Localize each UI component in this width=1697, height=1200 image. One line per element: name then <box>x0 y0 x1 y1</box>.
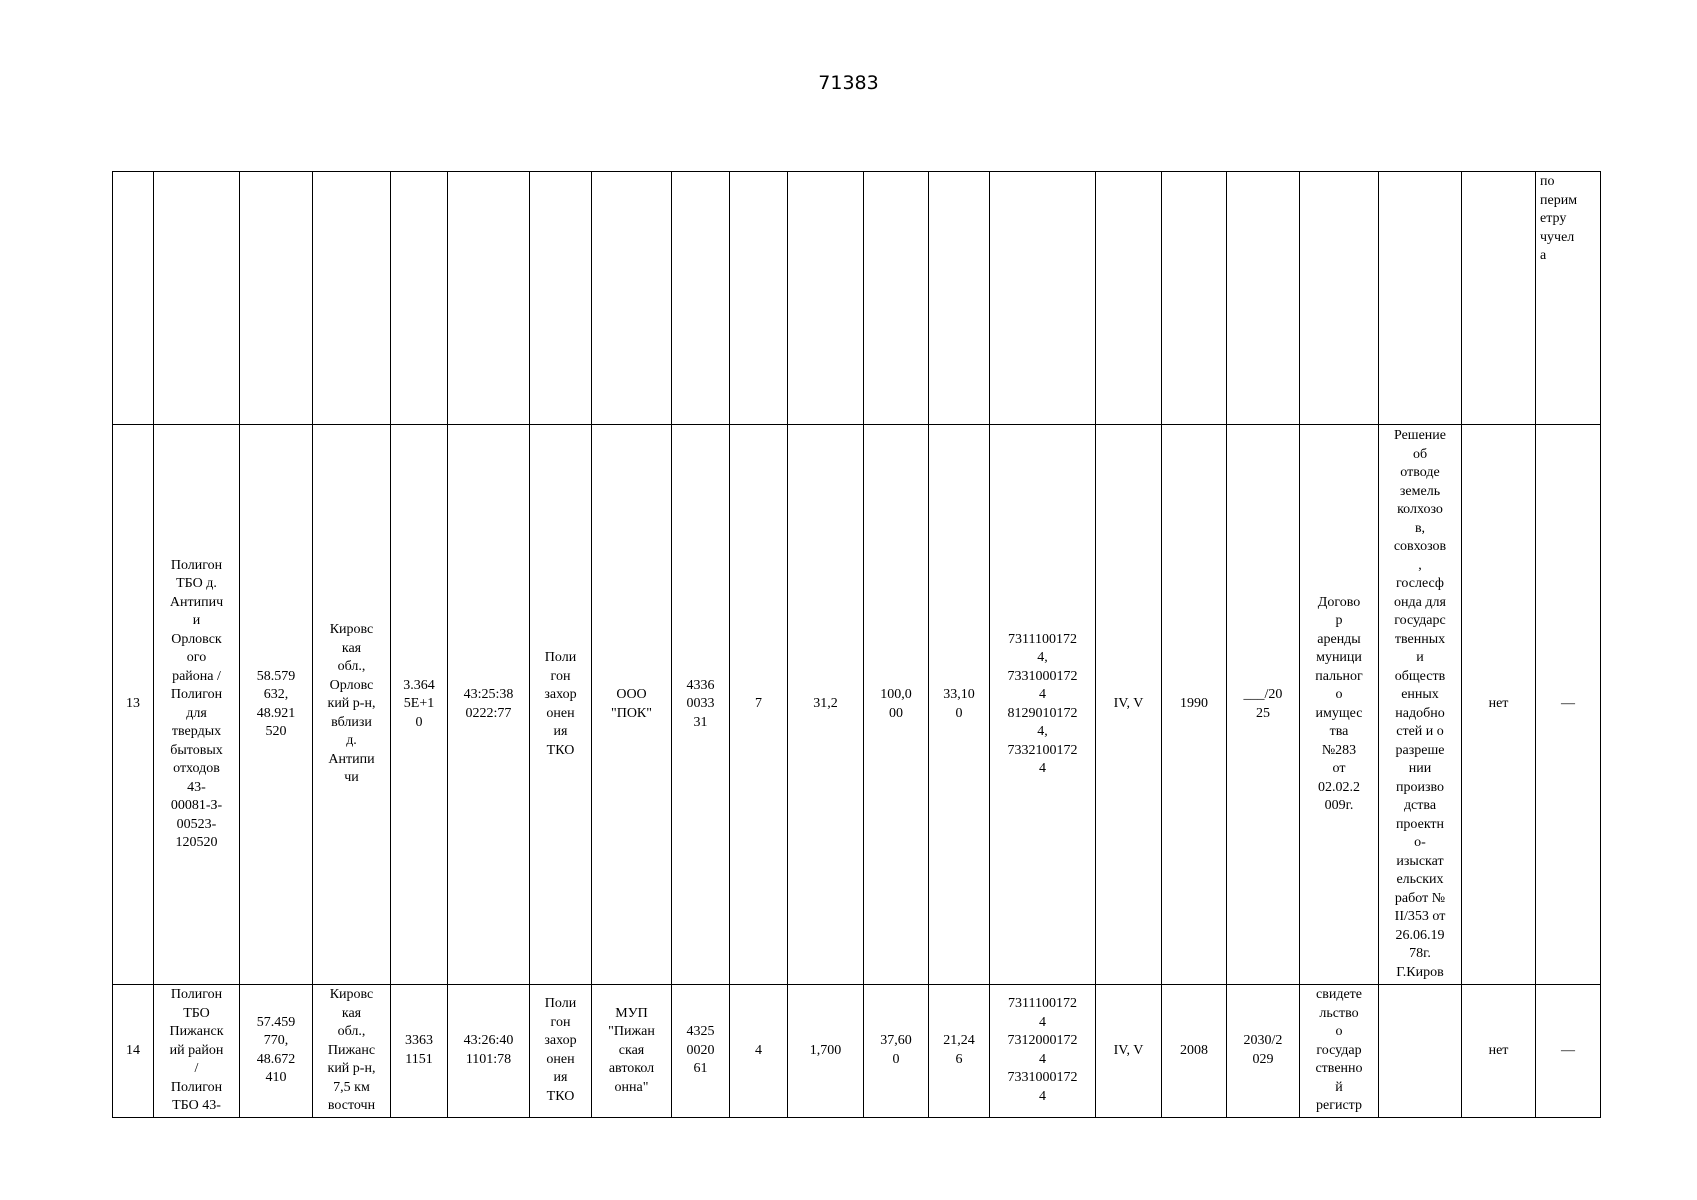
cell-note <box>1536 985 1601 1118</box>
cell-text: 4 <box>755 1042 762 1058</box>
cell-land-document <box>1300 985 1379 1118</box>
cell-text: 37,60 0 <box>880 1033 912 1067</box>
cell-decision-document <box>1379 985 1462 1118</box>
cell-text: ___/20 25 <box>1243 687 1283 721</box>
cell-hazard-class <box>1096 425 1162 985</box>
cell-value-d <box>929 425 990 985</box>
cell-text: Кировс кая обл., Орловс кий р-н, вблизи д. Антипи чи <box>327 622 376 786</box>
cell-start-year <box>1162 172 1227 425</box>
cell-coordinates <box>240 425 313 985</box>
cell-text: 2030/2 029 <box>1243 1033 1283 1067</box>
cell-text: 21,24 6 <box>943 1033 975 1067</box>
cell-text: 43:25:38 0222:77 <box>463 687 514 721</box>
cell-oktmo <box>391 425 448 985</box>
cell-inn <box>672 425 730 985</box>
cell-text: 7311100172 4 7312000172 4 7331000172 4 <box>1007 996 1078 1104</box>
cell-text: Поли гон захор онен ия ТКО <box>544 650 577 758</box>
cell-coordinates <box>240 985 313 1118</box>
cell-start-year <box>1162 425 1227 985</box>
cell-note <box>1536 172 1601 425</box>
cell-value-c <box>864 172 929 425</box>
cell-start-year <box>1162 985 1227 1118</box>
cell-flag <box>1462 985 1536 1118</box>
cell-decision-document <box>1379 172 1462 425</box>
cell-value-d <box>929 985 990 1118</box>
cell-fkko-codes <box>990 985 1096 1118</box>
cell-text: Догово р аренды муници пальног о имущес тва №283 от 02.02.2 009г. <box>1315 594 1363 813</box>
cell-value-b <box>788 985 864 1118</box>
cell-text: 2008 <box>1180 1042 1208 1058</box>
table-row <box>113 172 1601 425</box>
cell-text: — <box>1561 1042 1575 1058</box>
table-row <box>113 985 1601 1118</box>
cell-text: Кировс кая обл., Пижанс кий р-н, 7,5 км восточн <box>327 987 376 1113</box>
cell-note <box>1536 425 1601 985</box>
cell-value-a <box>730 172 788 425</box>
cell-text: 3.364 5E+1 0 <box>403 677 435 730</box>
cell-text: 13 <box>126 696 140 712</box>
table-row <box>113 425 1601 985</box>
cell-object-type <box>530 425 592 985</box>
page-number: 71383 <box>818 72 879 94</box>
cell-end-year <box>1227 425 1300 985</box>
cell-flag <box>1462 425 1536 985</box>
cell-decision-document <box>1379 425 1462 985</box>
cell-object-name <box>154 985 240 1118</box>
cell-text: 58.579 632, 48.921 520 <box>256 668 296 739</box>
cell-number <box>113 172 154 425</box>
cell-address <box>313 425 391 985</box>
cell-inn <box>672 985 730 1118</box>
cell-text: ООО "ПОК" <box>611 687 652 721</box>
cell-text: 100,0 00 <box>880 687 912 721</box>
cell-end-year <box>1227 172 1300 425</box>
cell-text: 1,700 <box>809 1042 842 1058</box>
cell-text: 33,10 0 <box>943 687 975 721</box>
cell-land-document <box>1300 172 1379 425</box>
cell-object-name <box>154 425 240 985</box>
cell-operator <box>592 985 672 1118</box>
cell-object-type <box>530 985 592 1118</box>
cell-object-name <box>154 172 240 425</box>
cell-text: — <box>1561 696 1575 712</box>
cell-text: 31,2 <box>813 696 838 712</box>
cell-value-a <box>730 985 788 1118</box>
cell-inn <box>672 172 730 425</box>
cell-text: 4336 0033 31 <box>686 677 715 730</box>
cell-value-a <box>730 425 788 985</box>
cell-value-c <box>864 425 929 985</box>
cell-text: нет <box>1488 1042 1509 1058</box>
cell-fkko-codes <box>990 172 1096 425</box>
cell-text: МУП "Пижан ская автокол онна" <box>608 1005 655 1095</box>
cell-text: 7 <box>755 696 762 712</box>
cell-oktmo <box>391 985 448 1118</box>
cell-text: нет <box>1488 696 1509 712</box>
cell-land-document <box>1300 425 1379 985</box>
cell-cadastral-number <box>448 172 530 425</box>
cell-oktmo <box>391 172 448 425</box>
cell-text: свидете льство о государ ственно й регистр <box>1315 987 1363 1113</box>
cell-flag <box>1462 172 1536 425</box>
cell-text: 1990 <box>1180 696 1208 712</box>
cell-value-c <box>864 985 929 1118</box>
cell-operator <box>592 425 672 985</box>
cell-address <box>313 985 391 1118</box>
cell-text: 7311100172 4, 7331000172 4 8129010172 4, 7332100172 4 <box>1007 631 1078 776</box>
cell-text: 3363 1151 <box>405 1033 433 1067</box>
cell-value-b <box>788 172 864 425</box>
cell-operator <box>592 172 672 425</box>
cell-number <box>113 425 154 985</box>
cell-text: Полигон ТБО д. Антипич и Орловск ого района / Полигон для твердых бытовых отходов 43- 00081-З- 00523- 120520 <box>169 557 224 850</box>
cell-end-year <box>1227 985 1300 1118</box>
cell-coordinates <box>240 172 313 425</box>
cell-object-type <box>530 172 592 425</box>
cell-hazard-class <box>1096 985 1162 1118</box>
cell-text: Решение об отводе земель колхозо в, совхозов , гослесф онда для государс твенных и обществ енных надобно стей и о разреше нии произво дства проектн о- изыскат ельских работ № II/353 от 26.06.19 78г. Г.Киров <box>1393 428 1447 980</box>
cell-text: IV, V <box>1113 696 1144 712</box>
cell-cadastral-number <box>448 985 530 1118</box>
cell-cadastral-number <box>448 425 530 985</box>
cell-text: 57.459 770, 48.672 410 <box>256 1014 296 1086</box>
cell-address <box>313 172 391 425</box>
cell-text: Поли гон захор онен ия ТКО <box>544 996 577 1104</box>
waste-sites-table <box>112 171 1601 1118</box>
cell-value-b <box>788 425 864 985</box>
cell-fkko-codes <box>990 425 1096 985</box>
cell-text: IV, V <box>1113 1042 1144 1058</box>
cell-text: по перим етру чучел а <box>1540 174 1578 263</box>
cell-value-d <box>929 172 990 425</box>
cell-text: 4325 0020 61 <box>686 1024 715 1076</box>
cell-text: 43:26:40 1101:78 <box>463 1033 514 1067</box>
cell-text: 14 <box>126 1042 140 1058</box>
cell-text: Полигон ТБО Пижанск ий район / Полигон ТБО 43- <box>169 987 224 1113</box>
cell-number <box>113 985 154 1118</box>
cell-hazard-class <box>1096 172 1162 425</box>
